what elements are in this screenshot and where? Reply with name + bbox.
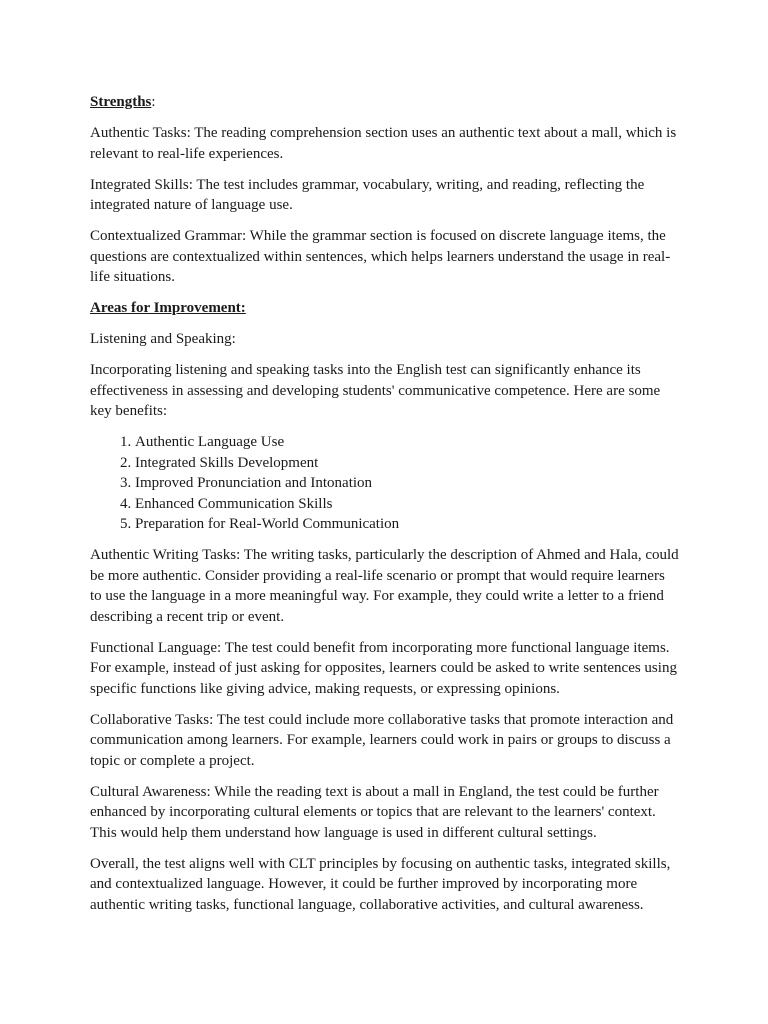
improvement-collaborative-tasks: Collaborative Tasks: The test could include more collaborative tasks that promote interaction and communication among learners. For example, learners could work in pairs or groups to discuss a topic or complete a project.	[90, 711, 674, 769]
listening-speaking-intro: Incorporating listening and speaking tasks into the English test can significantly enhance its effectiveness in assessing and developing students' communicative competence. Here are some key benefits:	[90, 362, 661, 419]
benefit-item: 1. Authentic Language Use	[135, 432, 680, 453]
benefit-item: 5. Preparation for Real-World Communication	[135, 514, 680, 535]
strength-authentic-tasks: Authentic Tasks: The reading comprehension section uses an authentic text about a mall, which is relevant to real-life experiences.	[90, 125, 677, 162]
benefit-item: 3. Improved Pronunciation and Intonation	[135, 473, 680, 494]
benefits-list	[90, 432, 680, 535]
improvement-authentic-writing: Authentic Writing Tasks: The writing tasks, particularly the description of Ahmed and Hala, could be more authentic. Consider providing a real-life scenario or prompt that would require learners to use the language in a more meaningful way. For example, they could write a letter to a friend describing a recent trip or event.	[90, 547, 679, 625]
strengths-heading-line	[90, 92, 680, 113]
strength-contextualized-grammar: Contextualized Grammar: While the grammar section is focused on discrete language items, the questions are contextualized within sentences, which helps learners understand the usage in real-life situations.	[90, 228, 671, 285]
improvement-functional-language: Functional Language: The test could benefit from incorporating more functional language items. For example, instead of just asking for opposites, learners could be asked to write sentences using specific functions like giving advice, making requests, or expressing opinions.	[90, 639, 677, 697]
conclusion-paragraph: Overall, the test aligns well with CLT principles by focusing on authentic tasks, integrated skills, and contextualized language. However, it could be further improved by incorporating more authentic writing tasks, functional language, collaborative activities, and cultural awareness.	[90, 855, 671, 913]
improvement-cultural-awareness: Cultural Awareness: While the reading text is about a mall in England, the test could be further enhanced by incorporating cultural elements or topics that are relevant to the learners' context. This would help them understand how language is used in different cultural settings.	[90, 783, 659, 841]
benefit-item: 2. Integrated Skills Development	[135, 453, 680, 474]
document-page	[90, 92, 680, 926]
strengths-heading: Strengths	[90, 94, 152, 110]
benefit-item: 4. Enhanced Communication Skills	[135, 494, 680, 515]
listening-speaking-label: Listening and Speaking:	[90, 331, 236, 347]
strength-integrated-skills: Integrated Skills: The test includes grammar, vocabulary, writing, and reading, reflecting the integrated nature of language use.	[90, 176, 645, 213]
improvement-heading-line	[90, 298, 680, 319]
strengths-heading-colon: :	[151, 94, 156, 110]
improvement-heading: Areas for Improvement:	[90, 300, 246, 316]
